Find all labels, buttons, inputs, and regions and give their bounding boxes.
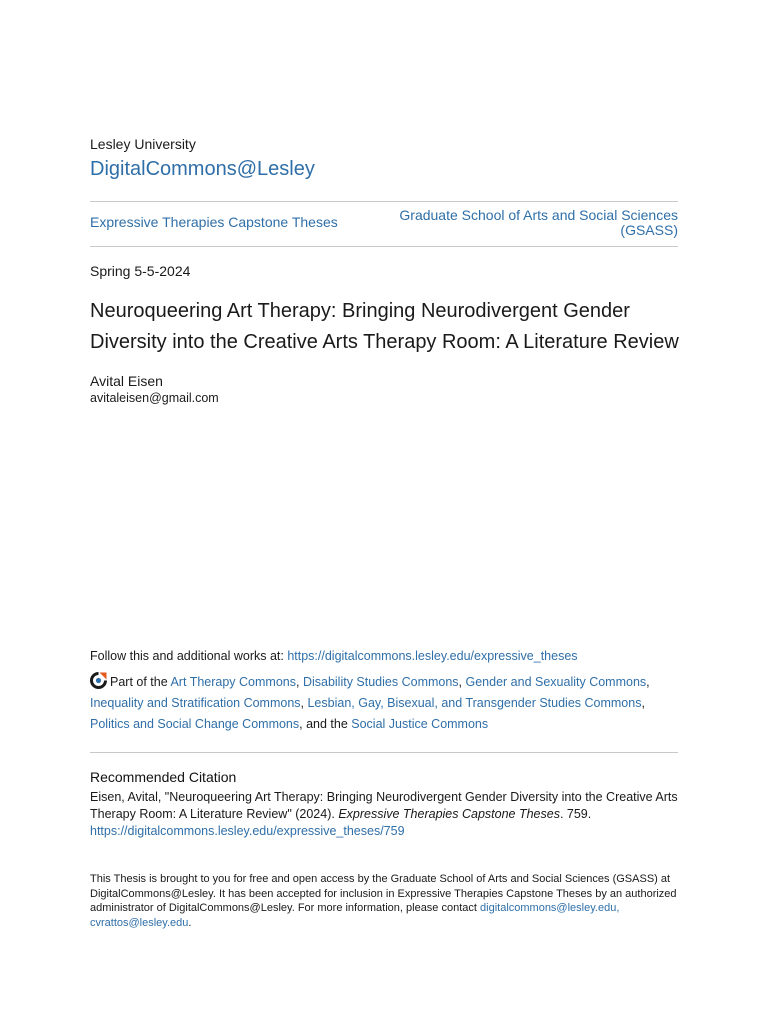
contact-email-link[interactable]: digitalcommons@lesley.edu, cvrattos@lesley.edu [90,902,620,929]
and-the-text: , and the [299,717,352,731]
notice-end: . [188,916,192,929]
repository-link[interactable]: DigitalCommons@Lesley [90,158,315,180]
part-of-commons [90,672,680,735]
commons-link-lgbt-studies[interactable]: Lesbian, Gay, Bisexual, and Transgender Studies Commons [307,696,642,710]
publication-date: Spring 5-5-2024 [90,263,191,279]
access-notice [90,872,680,930]
collection-link[interactable]: Expressive Therapies Capstone Theses [90,214,338,230]
separator: , [646,675,650,689]
separator: , [295,675,303,689]
citation-heading: Recommended Citation [90,769,237,785]
commons-link-politics-social-change[interactable]: Politics and Social Change Commons [90,717,300,731]
notice-text: This Thesis is brought to you for free and open access by the Graduate School of Arts and Social Sciences (GSASS) at DigitalCommons@Lesley. It has been accepted for inclusion in Expressive Therapies Capstone Theses by an authorized administrator of DigitalCommons@Lesley. For more information, please contact [90,873,677,915]
separator: , [458,675,466,689]
separator: , [300,696,308,710]
paper-title: Neuroqueering Art Therapy: Bringing Neurodivergent Gender Diversity into the Creative Arts Therapy Room: A Literature Review [90,300,679,353]
bepress-network-icon [90,672,107,689]
commons-link-inequality-stratification[interactable]: Inequality and Stratification Commons [90,696,301,710]
follow-prefix: Follow this and additional works at: [90,649,288,663]
follow-line [90,649,578,663]
citation-plain: Eisen, Avital, "Neuroqueering Art Therapy: Bringing Neurodivergent Gender Diversity into the Creative Arts Therapy Room: A Literature Review" (2024). [90,790,678,821]
commons-link-gender-sexuality[interactable]: Gender and Sexuality Commons [465,675,647,689]
follow-url-link[interactable]: https://digitalcommons.lesley.edu/expressive_theses [287,649,578,663]
separator: , [641,696,645,710]
divider [90,246,678,247]
citation-text [90,789,680,840]
citation-journal: Expressive Therapies Capstone Theses [338,807,560,821]
author-email: avitaleisen@gmail.com [90,391,219,405]
part-of-prefix: Part of the [110,675,171,689]
divider [90,752,678,753]
divider [90,201,678,202]
school-link[interactable] [399,208,678,238]
institution-name: Lesley University [90,136,196,152]
school-link-line1: Graduate School of Arts and Social Sciences [399,207,678,223]
commons-link-art-therapy[interactable]: Art Therapy Commons [170,675,296,689]
citation-number: . 759. [559,807,592,821]
author-name: Avital Eisen [90,373,163,389]
commons-link-social-justice[interactable]: Social Justice Commons [351,717,489,731]
commons-link-disability-studies[interactable]: Disability Studies Commons [302,675,459,689]
school-link-line2: (GSASS) [620,222,678,238]
citation-url-link[interactable]: https://digitalcommons.lesley.edu/expressive_theses/759 [90,824,405,838]
